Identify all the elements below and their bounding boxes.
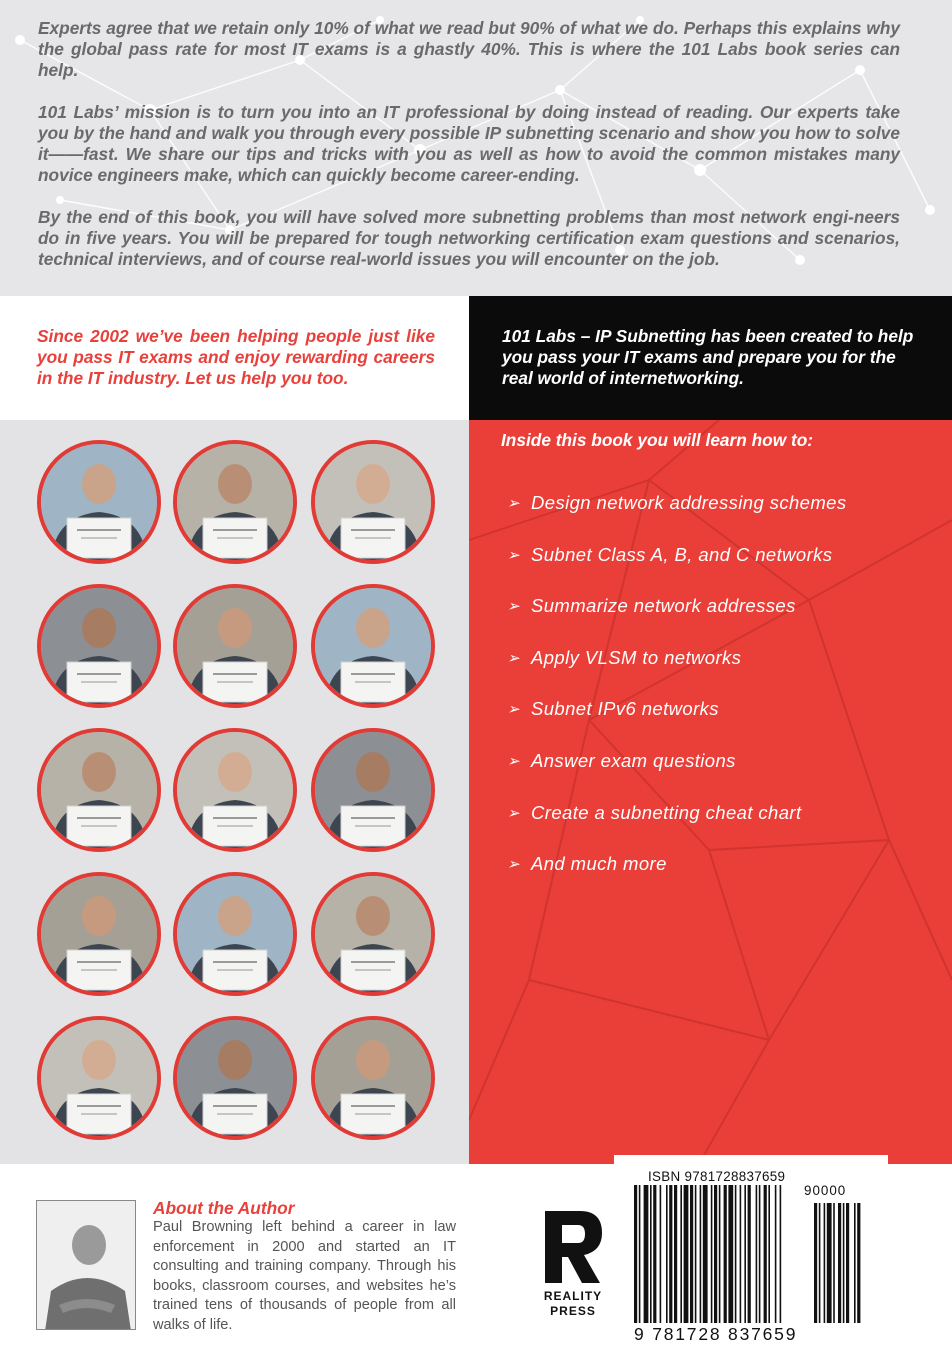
barcode-addon-bar — [814, 1203, 817, 1323]
barcode-bar — [695, 1185, 697, 1323]
person-icon — [177, 588, 293, 704]
person-icon — [41, 1020, 157, 1136]
barcode-bar — [724, 1185, 727, 1323]
book-purpose-text: 101 Labs – IP Subnetting has been created to help you pass your IT exams and prepare you for the real world of internetworking. — [502, 326, 914, 388]
barcode-addon-bar — [824, 1203, 826, 1323]
person-icon — [177, 444, 293, 560]
student-photo — [173, 584, 297, 708]
arrow-bullet-icon: ➢ — [507, 649, 520, 667]
barcode-addon-bar — [819, 1203, 821, 1323]
arrow-bullet-icon: ➢ — [507, 856, 520, 874]
barcode-bar — [775, 1185, 777, 1323]
barcode-bar — [759, 1185, 761, 1323]
person-icon — [41, 444, 157, 560]
learn-heading: Inside this book you will learn how to: — [501, 430, 814, 450]
band-left — [0, 296, 469, 420]
barcode-bar — [780, 1185, 782, 1323]
barcode-bar — [768, 1185, 770, 1323]
learn-item: ➢ And much more — [507, 853, 667, 875]
intro-text — [38, 18, 900, 291]
person-icon — [315, 732, 431, 848]
learn-panel — [469, 420, 952, 1164]
barcode-digits: 9 781728 837659 — [634, 1324, 798, 1344]
arrow-bullet-icon: ➢ — [507, 598, 520, 616]
barcode-bar — [650, 1185, 652, 1323]
student-photo — [311, 1016, 435, 1140]
reality-press-logo — [540, 1209, 606, 1319]
since-2002-text: Since 2002 we’ve been helping people just like you pass IT exams and enjoy rewarding careers in the IT industry. Let us help you too. — [37, 326, 435, 388]
barcode-bar — [748, 1185, 751, 1323]
student-photo — [37, 584, 161, 708]
barcode-bar — [714, 1185, 717, 1323]
barcode-bar — [756, 1185, 758, 1323]
barcode-bar — [674, 1185, 677, 1323]
about-author-title: About the Author — [153, 1198, 295, 1218]
learn-item: ➢ Summarize network addresses — [507, 595, 796, 617]
barcode-bar — [644, 1185, 649, 1323]
student-photo — [37, 1016, 161, 1140]
person-icon — [315, 876, 431, 992]
barcode-bar — [735, 1185, 737, 1323]
barcode-bar — [700, 1185, 702, 1323]
author-photo — [36, 1200, 136, 1330]
student-photo — [311, 440, 435, 564]
person-icon — [315, 444, 431, 560]
student-photo-grid — [0, 420, 469, 1164]
student-photo — [311, 872, 435, 996]
arrow-bullet-icon: ➢ — [507, 752, 520, 770]
barcode-bar — [669, 1185, 672, 1323]
barcode-bar — [690, 1185, 693, 1323]
barcode-bar — [728, 1185, 733, 1323]
person-icon — [177, 732, 293, 848]
barcode-bar — [744, 1185, 746, 1323]
publisher-line-2: PRESS — [550, 1304, 596, 1318]
barcode-bar — [660, 1185, 662, 1323]
barcode-bar — [703, 1185, 708, 1323]
barcode-bar — [666, 1185, 668, 1323]
barcode-bar — [653, 1185, 656, 1323]
barcode-bar — [639, 1185, 641, 1323]
isbn-text: ISBN 9781728837659 — [648, 1169, 786, 1184]
author-silhouette-icon — [37, 1201, 136, 1330]
learn-item: ➢ Answer exam questions — [507, 749, 736, 771]
barcode-bar — [740, 1185, 742, 1323]
person-icon — [41, 588, 157, 704]
barcode-bar — [719, 1185, 721, 1323]
about-author-text: Paul Browning left behind a career in law enforcement in 2000 and started an IT consulting and training company. Through his books, classroom courses, and websites he’s trained tens of thousands of people from all walks of life. — [153, 1219, 456, 1333]
person-icon — [177, 876, 293, 992]
student-photo — [311, 584, 435, 708]
intro-paragraph-1: Experts agree that we retain only 10% of what we read but 90% of what we do. Perhaps this explains why the global pass rate for most IT exams is a ghastly 40%. This is where the 101 Labs book series can help. — [38, 18, 900, 80]
person-icon — [41, 876, 157, 992]
barcode-addon-bar — [833, 1203, 835, 1323]
learn-item: ➢ Apply VLSM to networks — [507, 646, 742, 668]
publisher-line-1: REALITY — [543, 1289, 603, 1303]
learn-item: ➢ Design network addressing schemes — [507, 492, 847, 513]
barcode-bar — [764, 1185, 767, 1323]
learn-item: ➢ Subnet IPv6 networks — [507, 698, 719, 720]
student-photo — [37, 440, 161, 564]
student-photo — [37, 728, 161, 852]
barcode-addon-bar — [838, 1203, 841, 1323]
intro-section — [0, 0, 952, 296]
barcode-addon-bar — [846, 1203, 849, 1323]
student-photo — [37, 872, 161, 996]
barcode-bar — [711, 1185, 713, 1323]
student-photo — [173, 728, 297, 852]
arrow-bullet-icon: ➢ — [507, 701, 520, 719]
learn-item: ➢ Create a subnetting cheat chart — [507, 801, 802, 823]
person-icon — [41, 732, 157, 848]
footer — [0, 1164, 952, 1360]
student-photo — [173, 440, 297, 564]
barcode-box — [614, 1155, 888, 1360]
barcode-addon-bar — [857, 1203, 860, 1323]
intro-paragraph-2: 101 Labs’ mission is to turn you into an IT professional by doing instead of reading. Our experts take you by the hand and walk you through every possible IP subnetting scenario and show you how to solve it——fast. We share our tips and tricks with you as well as how to avoid the common mistakes many novice engineers make, which can quickly become career-ending. — [38, 102, 900, 185]
person-icon — [177, 1020, 293, 1136]
arrow-bullet-icon: ➢ — [507, 546, 520, 564]
barcode-bar — [634, 1185, 637, 1323]
arrow-bullet-icon: ➢ — [507, 495, 520, 512]
student-photo — [173, 1016, 297, 1140]
barcode-addon-bar — [827, 1203, 832, 1323]
band-right — [469, 296, 952, 420]
barcode-addon-bar — [843, 1203, 845, 1323]
student-photo — [173, 872, 297, 996]
person-icon — [315, 588, 431, 704]
barcode-graphic — [634, 1185, 884, 1325]
person-icon — [315, 1020, 431, 1136]
barcode-addon-bar — [854, 1203, 856, 1323]
barcode-bar — [680, 1185, 682, 1323]
student-photo — [311, 728, 435, 852]
barcode-bar — [684, 1185, 689, 1323]
learn-list — [507, 492, 847, 905]
arrow-bullet-icon: ➢ — [507, 804, 520, 822]
intro-paragraph-3: By the end of this book, you will have solved more subnetting problems than most network engi-neers do in five years. You will be prepared for tough networking certification exam questions and scenarios, technical interviews, and of course real-world issues you will encounter on the job. — [38, 207, 900, 269]
price-code-text: 90000 — [804, 1183, 847, 1198]
reality-press-r-icon — [540, 1209, 606, 1285]
learn-item: ➢ Subnet Class A, B, and C networks — [507, 543, 833, 565]
